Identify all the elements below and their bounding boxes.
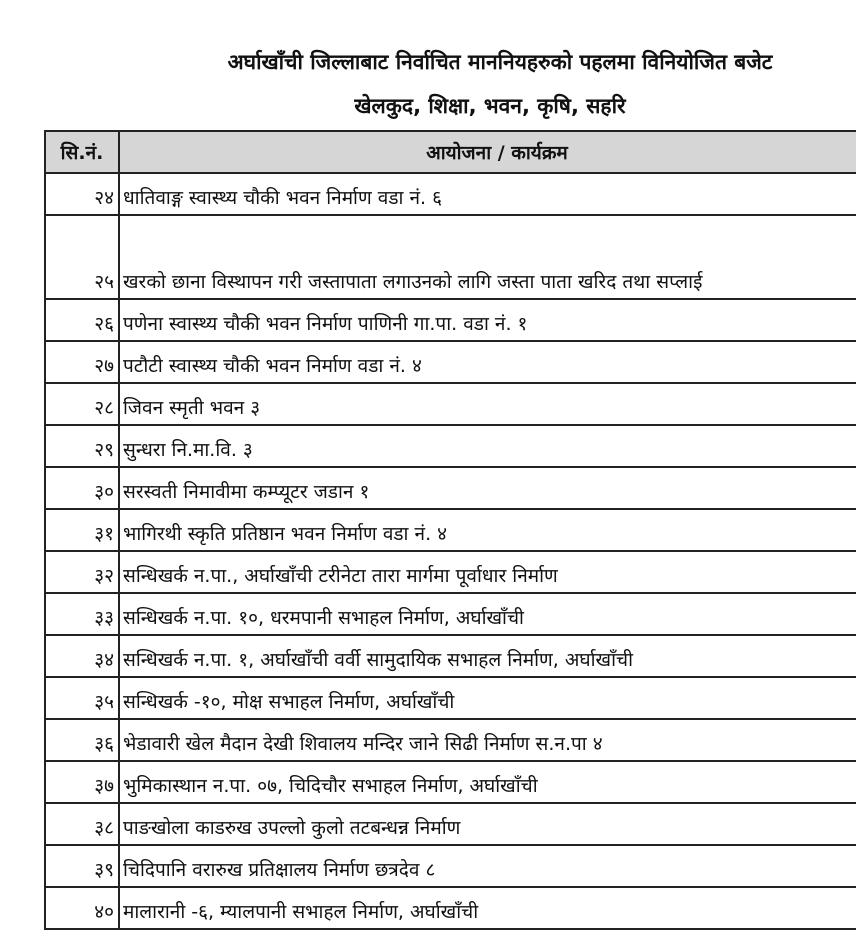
table-row	[45, 551, 856, 593]
table-row	[45, 215, 856, 299]
project-cell: जिवन स्मृती भवन ३	[119, 383, 856, 425]
budget-table	[44, 130, 856, 930]
serial-cell: ४०	[45, 887, 119, 929]
project-cell: चिदिपानि वरारुख प्रतिक्षालय निर्माण छत्रदेव ८	[119, 845, 856, 887]
serial-cell: २४	[45, 173, 119, 215]
project-cell: खरको छाना विस्थापन गरी जस्तापाता लगाउनको लागि जस्ता पाता खरिद तथा सप्लाई	[119, 215, 856, 299]
serial-cell: ३८	[45, 803, 119, 845]
page-title: अर्घाखाँची जिल्लाबाट निर्वाचित माननियहरुको पहलमा विनियोजित बजेट	[227, 50, 773, 74]
table-row	[45, 173, 856, 215]
project-cell: सन्धिखर्क -१०, मोक्ष सभाहल निर्माण, अर्घाखाँची	[119, 677, 856, 719]
project-cell: सरस्वती निमावीमा कम्प्यूटर जडान १	[119, 467, 856, 509]
serial-cell: ३५	[45, 677, 119, 719]
table-row	[45, 635, 856, 677]
table-row	[45, 509, 856, 551]
table-row	[45, 425, 856, 467]
project-cell: मालारानी -६, म्यालपानी सभाहल निर्माण, अर्घाखाँची	[119, 887, 856, 929]
serial-cell: ३६	[45, 719, 119, 761]
serial-cell: ३४	[45, 635, 119, 677]
project-cell: भागिरथी स्कृति प्रतिष्ठान भवन निर्माण वडा नं. ४	[119, 509, 856, 551]
table-row	[45, 887, 856, 929]
serial-cell: ३२	[45, 551, 119, 593]
table-row	[45, 761, 856, 803]
project-cell: सुन्धरा नि.मा.वि. ३	[119, 425, 856, 467]
project-cell: पणेना स्वास्थ्य चौकी भवन निर्माण पाणिनी गा.पा. वडा नं. १	[119, 299, 856, 341]
table-row	[45, 845, 856, 887]
serial-cell: २६	[45, 299, 119, 341]
serial-cell: २९	[45, 425, 119, 467]
page-subtitle: खेलकुद, शिक्षा, भवन, कृषि, सहरि	[354, 94, 626, 118]
table-header-row	[45, 131, 856, 173]
serial-cell: ३३	[45, 593, 119, 635]
table-row	[45, 383, 856, 425]
project-cell: सन्धिखर्क न.पा., अर्घाखाँची टरीनेटा तारा मार्गमा पूर्वाधार निर्माण	[119, 551, 856, 593]
serial-cell: २५	[45, 215, 119, 299]
serial-cell: २८	[45, 383, 119, 425]
serial-cell: २७	[45, 341, 119, 383]
table-row	[45, 677, 856, 719]
column-header-project: आयोजना / कार्यक्रम	[119, 131, 856, 173]
table-row	[45, 593, 856, 635]
serial-cell: ३७	[45, 761, 119, 803]
serial-cell: ३९	[45, 845, 119, 887]
project-cell: भुमिकास्थान न.पा. ०७, चिदिचौर सभाहल निर्माण, अर्घाखाँची	[119, 761, 856, 803]
project-cell: भेडावारी खेल मैदान देखी शिवालय मन्दिर जाने सिढी निर्माण स.न.पा ४	[119, 719, 856, 761]
table-row	[45, 341, 856, 383]
column-header-serial: सि.नं.	[45, 131, 119, 173]
serial-cell: ३०	[45, 467, 119, 509]
project-cell: पटौटी स्वास्थ्य चौकी भवन निर्माण वडा नं. ४	[119, 341, 856, 383]
table-row	[45, 803, 856, 845]
project-cell: धातिवाङ्ग स्वास्थ्य चौकी भवन निर्माण वडा नं. ६	[119, 173, 856, 215]
project-cell: सन्धिखर्क न.पा. १, अर्घाखाँची वर्वी सामुदायिक सभाहल निर्माण, अर्घाखाँची	[119, 635, 856, 677]
table-row	[45, 299, 856, 341]
serial-cell: ३१	[45, 509, 119, 551]
project-cell: पाङखोला काडरुख उपल्लो कुलो तटबन्धन्न निर्माण	[119, 803, 856, 845]
table-row	[45, 467, 856, 509]
project-cell: सन्धिखर्क न.पा. १०, धरमपानी सभाहल निर्माण, अर्घाखाँची	[119, 593, 856, 635]
table-row	[45, 719, 856, 761]
